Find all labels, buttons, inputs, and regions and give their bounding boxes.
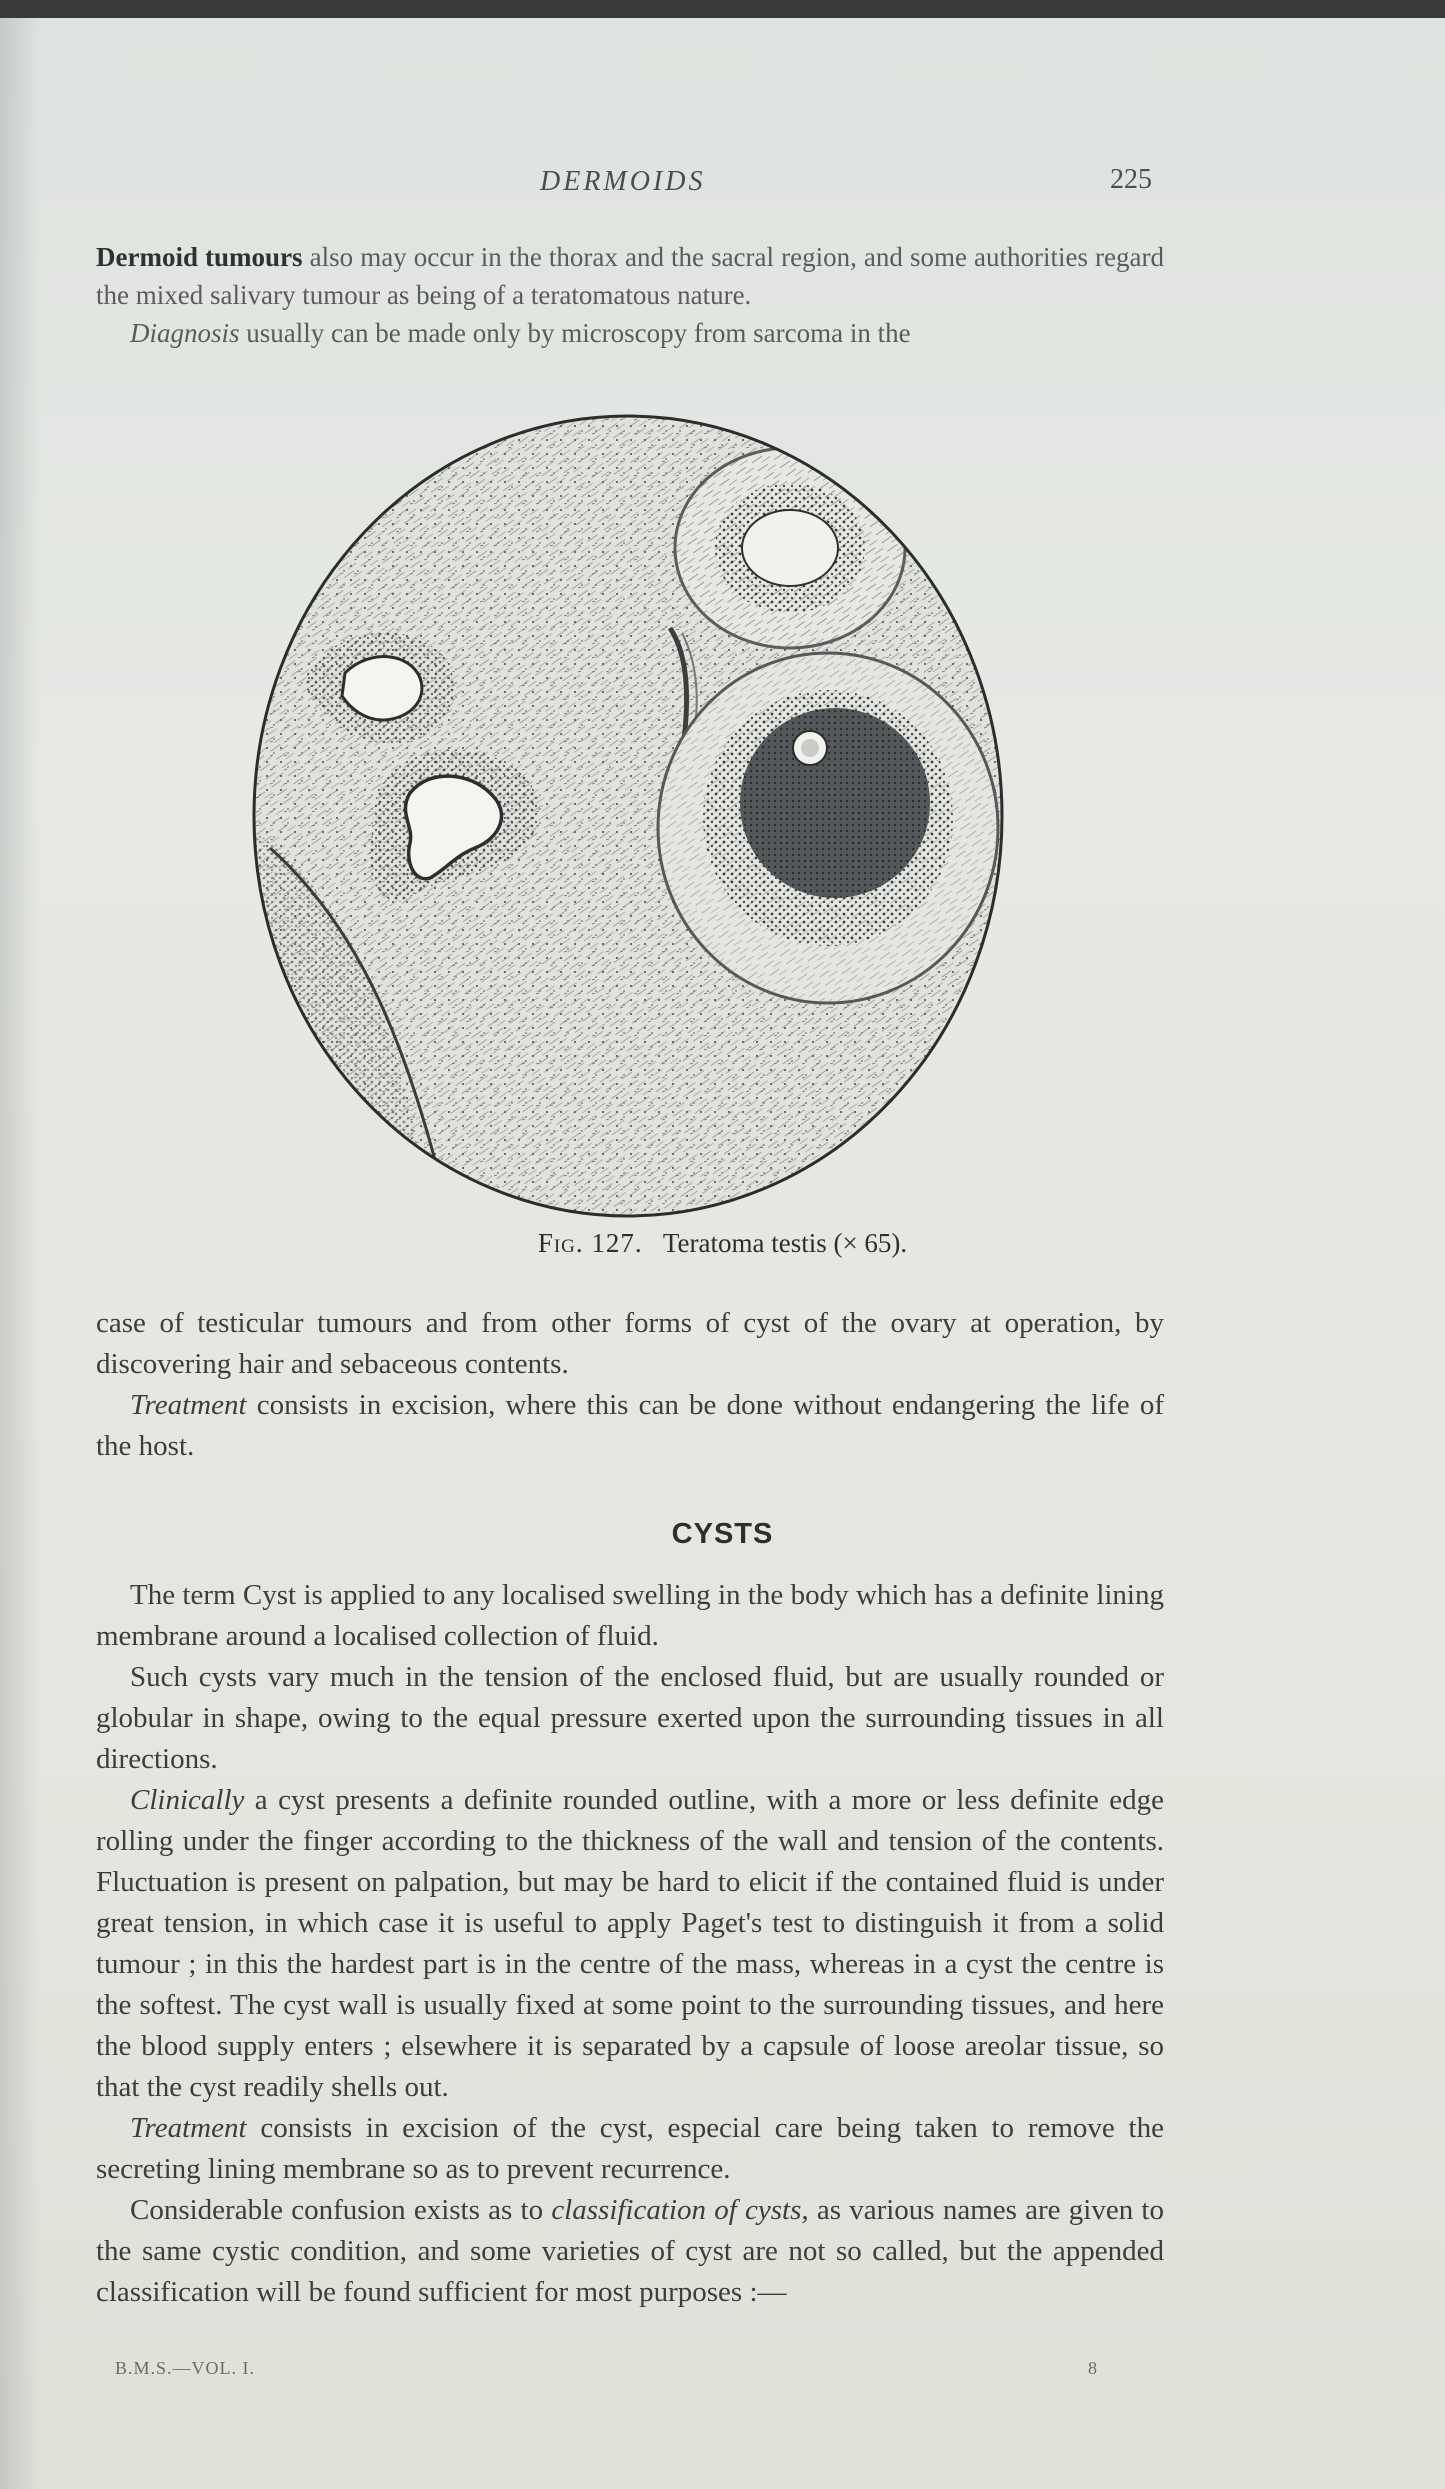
figure-caption-text: Teratoma testis (× 65).	[662, 1228, 908, 1258]
classification-term: classification of cysts,	[551, 2194, 809, 2226]
volume-signature: B.M.S.—VOL. I.	[115, 2358, 256, 2378]
intro-paragraph-2-text: usually can be made only by microscopy from sarcoma in the	[239, 318, 911, 348]
cysts-paragraph-4-text: consists in excision of the cyst, especial care being taken to remove the secreting lining membrane so as to prevent recurrence.	[96, 2112, 1164, 2185]
cysts-paragraph-5-text: as various names are given to the same cystic condition, and some varieties of cyst are not so called, but the appended classification will be found sufficient for most purposes :—	[96, 2194, 1164, 2308]
cysts-paragraph-4	[96, 2108, 1164, 2190]
cysts-paragraph-3-text: a cyst presents a definite rounded outline, with a more or less definite edge rolling under the finger according to the thickness of the wall and tension of the contents. Fluctuation is present on palpation, but may be hard to elicit if the contained fluid is under great tension, in which case it is useful to apply Paget's test to distinguish it from a solid tumour ; in this the hardest part is in the centre of the mass, whereas in a cyst the centre is the softest. The cyst wall is usually fixed at some point to the surrounding tissues, and here the blood supply enters ; elsewhere it is separated by a capsule of loose areolar tissue, so that the cyst readily shells out.	[96, 1784, 1164, 2103]
page-footer	[0, 2358, 1445, 2388]
running-head	[0, 148, 1445, 198]
cysts-paragraph-3	[96, 1780, 1164, 2108]
treatment-term-2: Treatment	[130, 2112, 247, 2144]
figure-label: Fig. 127.	[537, 1228, 643, 1258]
continuation-paragraph-2	[96, 1385, 1164, 1467]
teratoma-micrograph-figure	[250, 408, 1006, 1220]
diagnosis-term: Diagnosis	[130, 318, 240, 348]
continuation-paragraph-2-text: consists in excision, where this can be done without endangering the life of the host.	[96, 1389, 1164, 1462]
signature-mark: 8	[1088, 2358, 1097, 2378]
running-head-title: DERMOIDS	[540, 166, 706, 197]
clinically-term: Clinically	[130, 1784, 245, 1816]
continuation-text	[96, 1303, 1164, 1467]
figure-caption	[0, 1228, 1445, 1259]
treatment-term: Treatment	[130, 1389, 247, 1421]
cysts-paragraph-1: The term Cyst is applied to any localised swelling in the body which has a definite lining membrane around a localised collection of fluid.	[96, 1579, 1164, 1652]
cysts-paragraph-5	[96, 2190, 1164, 2313]
dermoid-tumours-lead: Dermoid tumours	[96, 242, 303, 272]
cysts-paragraph-5-start: Considerable confusion exists as to	[130, 2194, 552, 2226]
intro-paragraph-2	[96, 314, 1164, 352]
intro-text	[96, 238, 1164, 352]
book-page	[0, 18, 1445, 2489]
intro-paragraph-1	[96, 238, 1164, 314]
cysts-paragraph-2: Such cysts vary much in the tension of the enclosed fluid, but are usually rounded or globular in shape, owing to the equal pressure exerted upon the surrounding tissues in all directions.	[96, 1661, 1164, 1775]
page-number: 225	[1110, 164, 1152, 195]
continuation-paragraph-1: case of testicular tumours and from other forms of cyst of the ovary at operation, by discovering hair and sebaceous contents.	[96, 1307, 1164, 1380]
cysts-text	[96, 1575, 1164, 2313]
intro-paragraph-1-text: also may occur in the thorax and the sacral region, and some authorities regard the mixed salivary tumour as being of a teratomatous nature.	[96, 242, 1165, 310]
section-heading-cysts: CYSTS	[671, 1518, 774, 1550]
